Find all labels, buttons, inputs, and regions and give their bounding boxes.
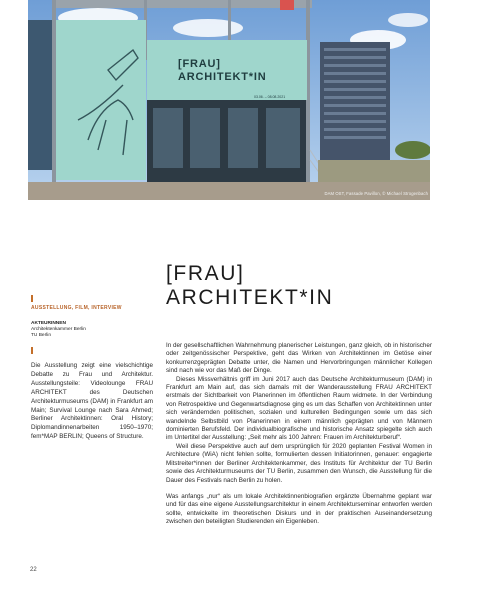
paragraph-1: In der gesellschaftlichen Wahrnehmung planerischer Leistungen, ganz gleich, ob in historischer oder zeitgenössischer Perspektive, geht das Wirken von Architektinnen im Getöse einer konkurrenzgeprägten Debatte unter, die Namen und Hervorbringungen männlicher Kollegen sind nach wie vor das Maß der Dinge. xyxy=(166,342,432,375)
authors-line-2: Architektenkammer Berlin xyxy=(31,327,86,332)
paragraph-2: Dieses Missverhältnis griff im Juni 2017 auch das Deutsche Architekturmuseum (DAM) in Frankfurt am Main auf, das sich damals mit der Wanderausstellung FRAU ARCHITEKT erstmals der Sichtbarkeit von Planerinnen im öffentlichen Raum widmete. In der Verbindung von Retrospektive und Gegenwartsdiagnose ging es um das Schaffen von Architektinnen unter sich verändernden politischen, sozialen und kulturellen Bedingungen sowie um das sich wandelnde Selbstbild von Planerinnen in einem männlich geprägten und von Männern dominierten Berufsfeld. Der individualbiografische und historische Ansatz spiegelte sich auch im Untertitel der Ausstellung: „Seit mehr als 100 Jahren: Frauen im Architekturberuf“. xyxy=(166,375,432,442)
banner-title-line2: ARCHITEKT*IN xyxy=(178,71,267,83)
page-number: 22 xyxy=(30,567,37,573)
header-photo xyxy=(28,0,430,200)
category-label: AUSSTELLUNG, FILM, INTERVIEW xyxy=(31,305,122,311)
authors-block xyxy=(31,321,86,339)
accent-bar xyxy=(31,295,33,302)
accent-bar xyxy=(31,347,33,354)
article-title xyxy=(166,262,333,310)
banner-title xyxy=(178,58,266,84)
authors-line-3: TU Berlin xyxy=(31,333,51,338)
banner-date: 03.06. – 08.08.2021 xyxy=(254,95,286,99)
sidebar-description: Die Ausstellung zeigt eine vielschichtige Debatte zu Frau und Architektur. Ausstellungsteile: Videolounge FRAU ARCHITEKT des Deutschen Architekturmuseums (DAM) in Frankfurt am Main; Survival Lounge nach Sara Ahmed; Berliner Architektinnen: Oral History; Diplomandinnenarbeiten 1950–1970; fem*MAP BERLIN; Queens of Structure. xyxy=(31,362,153,441)
title-line2: ARCHITEKT*IN xyxy=(166,286,334,309)
article-body xyxy=(166,342,432,535)
title-line1: [FRAU] xyxy=(166,262,245,285)
paragraph-3: Weil diese Perspektive auch auf dem ursprünglich für 2020 geplanten Festival Women in Architecture (WiA) nicht fehlen sollte, formulierten dessen Initiatorinnen, genauer: engagierte Mitstreiter*innen der Berliner Architektenkammer, des Instituts für Architektur der TU Berlin sowie des Architekturmuseums der TU Berlin, zusammen den Wunsch, die Ausstellung für die Dauer des Festivals nach Berlin zu holen. xyxy=(166,442,432,484)
authors-label: AKTEURINNEN xyxy=(31,321,66,326)
pavilion-photo-illustration xyxy=(28,0,430,200)
photo-credit: DAM OST, Fassade Pavillon, © Michael Strogenbach xyxy=(324,191,428,196)
paragraph-4: Was anfangs „nur“ als um lokale Architektinnenbiografien ergänzte Übernahme geplant war und für das eine eigene Ausstellungsarchitektur in einem Architekturseminar entworfen werden sollte, entwickelte im theoretischen Diskurs und in der praktischen Auseinandersetzung zwischen den beteiligten Studierenden ein Eigenleben. xyxy=(166,492,432,526)
banner-title-line1: [FRAU] xyxy=(178,58,221,70)
